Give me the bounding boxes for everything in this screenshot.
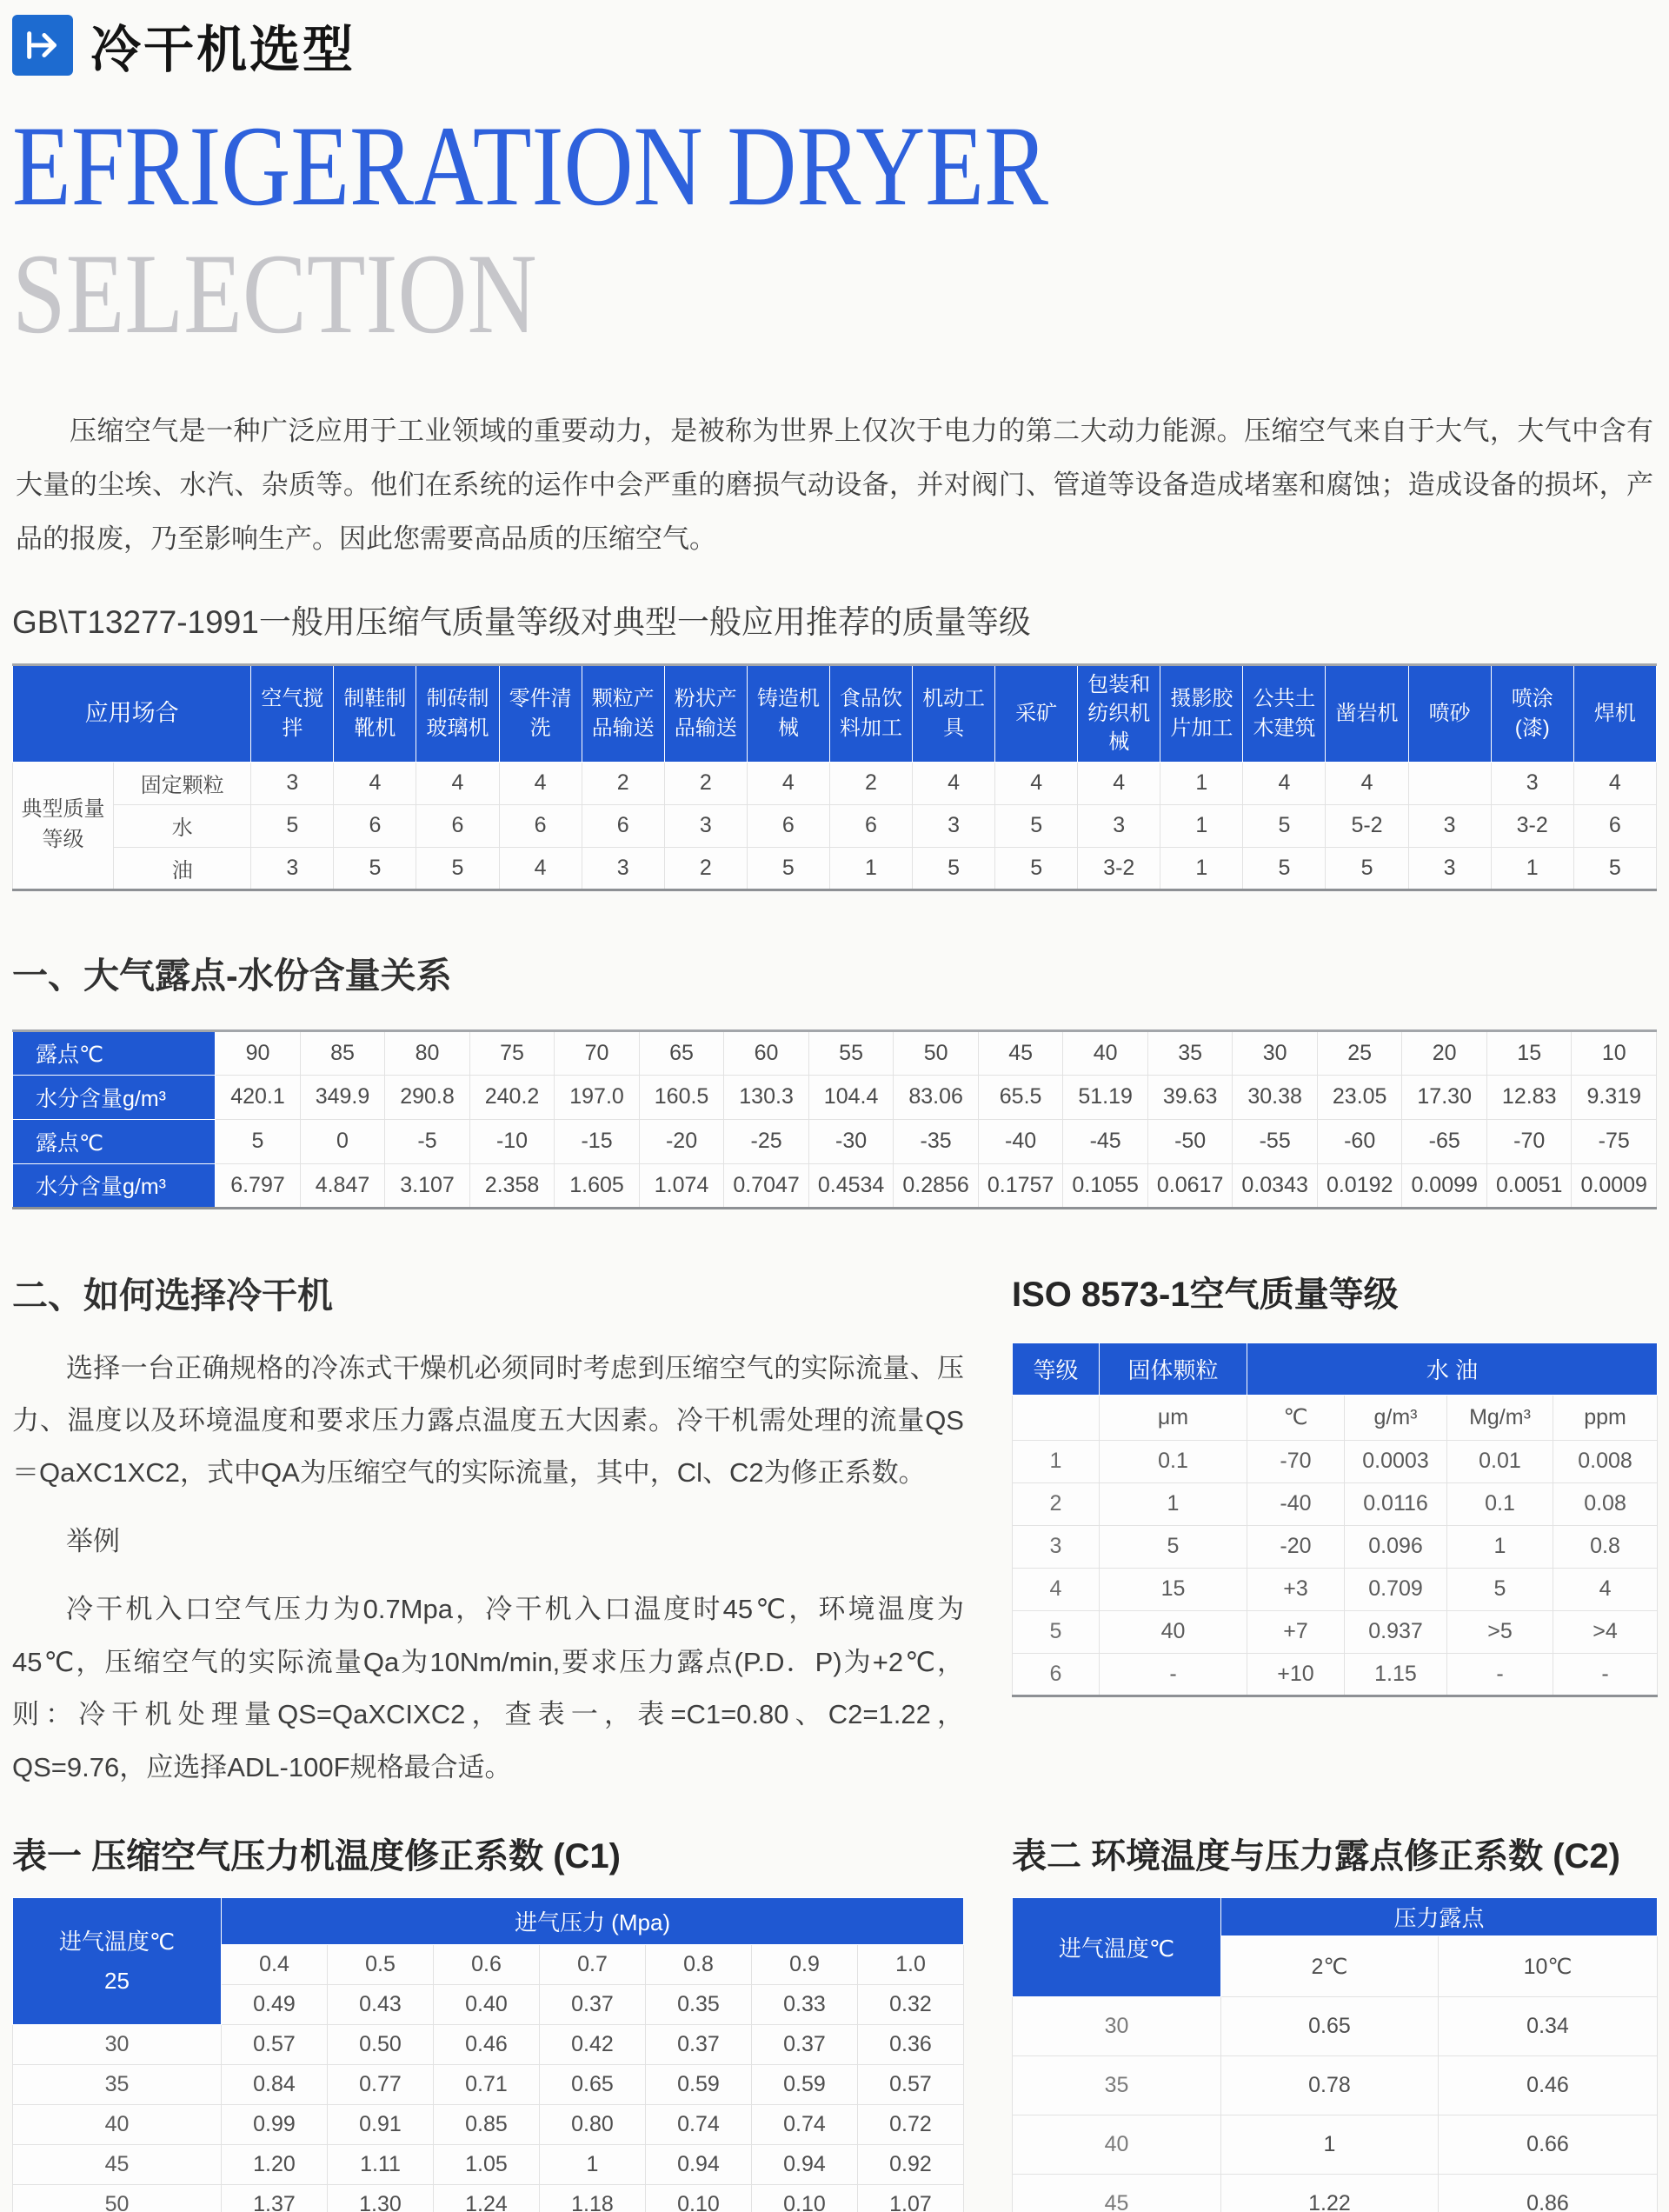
dew-value-cell: 45 [978, 1030, 1063, 1075]
c2-value-cell: 0.65 [1221, 1997, 1439, 2056]
c1-value-cell: 0.10 [752, 2185, 858, 2212]
gb-value-cell: 3 [664, 804, 747, 847]
c2-value-cell: 0.34 [1439, 1997, 1658, 2056]
dew-value-cell: 0.0617 [1147, 1163, 1233, 1208]
dew-section-heading: 一、大气露点-水份含量关系 [12, 955, 452, 996]
c1-value-cell: 0.59 [646, 2065, 752, 2105]
dew-value-cell: 65.5 [978, 1075, 1063, 1119]
selection-paragraph-1: 选择一台正确规格的冷冻式干燥机必须同时考虑到压缩空气的实际流量、压力、温度以及环境温度和要求压力露点温度五大因素。冷干机需处理的流量QS＝QaXC1XC2，式中QA为压缩空气的实际流量，其中，Cl、C2为修正系数。 [12, 1352, 964, 1489]
iso-unit-cell: μm [1100, 1395, 1247, 1440]
gb-value-cell: 5 [1573, 847, 1656, 889]
c1-value-cell: 0.80 [540, 2105, 646, 2145]
gb-value-cell: 1 [1160, 762, 1243, 804]
gb-header-cell: 制鞋制靴机 [334, 664, 416, 762]
correction-tables-section [12, 1829, 1657, 2212]
gb-header-cell: 包装和纺织机械 [1078, 664, 1160, 762]
gb-value-cell: 5 [995, 804, 1078, 847]
gb-value-cell: 2 [664, 847, 747, 889]
gb-value-cell: 4 [499, 847, 582, 889]
c1-value-cell: 0.42 [540, 2025, 646, 2065]
dew-value-cell: 20 [1402, 1030, 1487, 1075]
iso-value-cell: +10 [1247, 1653, 1345, 1696]
c1-row-header [13, 1898, 222, 2025]
c2-dewpoint-cell: 2℃ [1221, 1936, 1439, 1997]
dew-value-cell: -75 [1572, 1119, 1657, 1163]
gb-value-cell: 1 [829, 847, 912, 889]
dew-value-cell: 65 [639, 1030, 724, 1075]
gb-value-cell: 5 [1243, 847, 1326, 889]
c1-pressure-cell: 0.8 [646, 1945, 752, 1985]
dew-value-cell: -55 [1233, 1119, 1318, 1163]
c2-temp-label: 35 [1013, 2056, 1221, 2115]
dew-value-cell: 290.8 [385, 1075, 470, 1119]
gb-value-cell: 6 [829, 804, 912, 847]
c1-value-cell: 1.37 [222, 2185, 328, 2212]
gb-value-cell: 3 [1408, 847, 1491, 889]
dew-value-cell: 0.0051 [1486, 1163, 1572, 1208]
english-title-block [12, 102, 1657, 358]
dew-value-cell: 55 [808, 1030, 894, 1075]
dew-value-cell: 35 [1147, 1030, 1233, 1075]
c1-value-cell: 0.37 [646, 2025, 752, 2065]
iso-unit-cell: Mg/m³ [1447, 1395, 1553, 1440]
gb-value-cell: 6 [334, 804, 416, 847]
dew-value-cell: 50 [894, 1030, 979, 1075]
iso-value-cell: -20 [1247, 1525, 1345, 1568]
iso-value-cell: - [1100, 1653, 1247, 1696]
c1-pressure-cell: 0.6 [434, 1945, 540, 1985]
gb-header-cell: 采矿 [995, 664, 1078, 762]
gb-table-heading: GB\T13277-1991一般用压缩气质量等级对典型一般应用推荐的质量等级 [12, 603, 1031, 640]
gb-value-cell: 3 [582, 847, 664, 889]
c1-row-header-label: 进气温度℃ [58, 1928, 176, 1955]
dew-value-cell: 1.605 [555, 1163, 640, 1208]
iso-value-cell: >5 [1447, 1610, 1553, 1653]
c1-value-cell: 1.20 [222, 2145, 328, 2185]
c1-value-cell: 0.85 [434, 2105, 540, 2145]
c1-value-cell: 0.77 [328, 2065, 434, 2105]
iso-header-water-oil: 水 油 [1247, 1343, 1658, 1395]
selection-paragraph-example: 冷干机入口空气压力为0.7Mpa，冷干机入口温度时45℃，环境温度为45℃，压缩空气的实际流量Qa为10Nm/min,要求压力露点(P.D．P)为+2℃，则：冷干机处理量QS=QaXCIXC2，查表一，表=C1=0.80、C2=1.22，QS=9.76，应选择ADL-100F规格最合适。 [12, 1594, 964, 1782]
c1-pressure-cell: 0.7 [540, 1945, 646, 1985]
english-title-line1: EFRIGERATION DRYER [12, 102, 1049, 230]
c1-value-cell: 0.46 [434, 2025, 540, 2065]
c2-row-header: 进气温度℃ [1013, 1898, 1221, 1997]
c1-value-cell: 0.94 [646, 2145, 752, 2185]
gb-value-cell: 3 [913, 804, 995, 847]
dew-point-table [12, 1029, 1657, 1209]
english-title-line2: SELECTION [12, 230, 537, 358]
dew-value-cell: 1.074 [639, 1163, 724, 1208]
gb-row-label: 水 [114, 804, 251, 847]
c1-value-cell: 0.94 [752, 2145, 858, 2185]
dew-value-cell: 0.4534 [808, 1163, 894, 1208]
dew-value-cell: 0 [300, 1119, 385, 1163]
c1-temp-label: 30 [13, 2025, 222, 2065]
iso-column [1012, 1267, 1658, 1697]
gb-value-cell: 6 [416, 804, 499, 847]
dew-row-label: 水分含量g/m³ [13, 1163, 216, 1208]
c1-pressure-cell: 0.5 [328, 1945, 434, 1985]
iso-value-cell: 0.01 [1447, 1440, 1553, 1482]
dew-value-cell: 12.83 [1486, 1075, 1572, 1119]
dew-value-cell: 420.1 [216, 1075, 301, 1119]
gb-value-cell: 3 [251, 762, 334, 804]
gb-value-cell: 6 [1573, 804, 1656, 847]
iso-value-cell: - [1447, 1653, 1553, 1696]
gb-value-cell: 1 [1160, 804, 1243, 847]
dew-value-cell: 349.9 [300, 1075, 385, 1119]
iso-unit-empty [1013, 1395, 1100, 1440]
gb-header-cell: 颗粒产品输送 [582, 664, 664, 762]
gb-header-cell: 焊机 [1573, 664, 1656, 762]
dew-value-cell: 60 [724, 1030, 809, 1075]
dew-value-cell: 3.107 [385, 1163, 470, 1208]
gb-header-cell: 机动工具 [913, 664, 995, 762]
c1-value-cell: 1 [540, 2145, 646, 2185]
c1-value-cell: 1.18 [540, 2185, 646, 2212]
gb-header-cell: 喷涂(漆) [1491, 664, 1573, 762]
dew-row-label: 露点℃ [13, 1119, 216, 1163]
dew-value-cell: 51.19 [1063, 1075, 1148, 1119]
dew-value-cell: -30 [808, 1119, 894, 1163]
dew-value-cell: 0.7047 [724, 1163, 809, 1208]
iso-value-cell: - [1553, 1653, 1658, 1696]
dew-value-cell: 2.358 [469, 1163, 555, 1208]
iso-value-cell: >4 [1553, 1610, 1658, 1653]
gb-value-cell: 4 [1243, 762, 1326, 804]
iso-value-cell: 6 [1013, 1653, 1100, 1696]
c2-dewpoint-cell: 10℃ [1439, 1936, 1658, 1997]
dew-value-cell: 0.1757 [978, 1163, 1063, 1208]
dew-value-cell: -20 [639, 1119, 724, 1163]
c1-pressure-cell: 0.9 [752, 1945, 858, 1985]
iso-header-grade: 等级 [1013, 1343, 1100, 1395]
gb-value-cell: 4 [1078, 762, 1160, 804]
selection-paragraph-example-label: 举例 [66, 1525, 120, 1556]
c1-value-cell: 0.71 [434, 2065, 540, 2105]
dew-value-cell: 4.847 [300, 1163, 385, 1208]
gb-header-cell: 粉状产品输送 [664, 664, 747, 762]
iso-value-cell: 0.1 [1100, 1440, 1247, 1482]
gb-value-cell: 3 [251, 847, 334, 889]
dew-value-cell: 83.06 [894, 1075, 979, 1119]
gb-value-cell: 1 [1491, 847, 1573, 889]
dew-value-cell: 130.3 [724, 1075, 809, 1119]
c2-correction-table [1012, 1897, 1658, 2212]
selection-and-iso-section [12, 1267, 1657, 1795]
dew-value-cell: -65 [1402, 1119, 1487, 1163]
dew-value-cell: 9.319 [1572, 1075, 1657, 1119]
c2-value-cell: 0.86 [1439, 2175, 1658, 2212]
dew-value-cell: -60 [1317, 1119, 1402, 1163]
c1-value-cell: 0.59 [752, 2065, 858, 2105]
dew-value-cell: -70 [1486, 1119, 1572, 1163]
iso-value-cell: 2 [1013, 1482, 1100, 1525]
arrow-icon [12, 15, 73, 76]
c1-correction-table [12, 1897, 964, 2212]
iso-air-quality-table [1012, 1343, 1658, 1697]
gb-header-cell: 公共土木建筑 [1243, 664, 1326, 762]
iso-value-cell: 1.15 [1345, 1653, 1447, 1696]
dew-row-label: 水分含量g/m³ [13, 1075, 216, 1119]
gb-value-cell: 1 [1160, 847, 1243, 889]
gb-value-cell: 2 [582, 762, 664, 804]
c2-column [1012, 1829, 1658, 2212]
c2-value-cell: 1 [1221, 2115, 1439, 2175]
gb-header-cell: 零件清洗 [499, 664, 582, 762]
dew-value-cell: 25 [1317, 1030, 1402, 1075]
dew-value-cell: 104.4 [808, 1075, 894, 1119]
c1-column [12, 1829, 964, 2212]
gb-header-cell: 凿岩机 [1326, 664, 1408, 762]
gb-value-cell: 5 [1243, 804, 1326, 847]
c1-value-cell: 0.37 [540, 1985, 646, 2025]
dew-value-cell: 0.0343 [1233, 1163, 1318, 1208]
gb-value-cell: 4 [747, 762, 829, 804]
iso-value-cell: 0.937 [1345, 1610, 1447, 1653]
iso-value-cell: 15 [1100, 1568, 1247, 1610]
dew-value-cell: 0.0192 [1317, 1163, 1402, 1208]
dew-value-cell: -40 [978, 1119, 1063, 1163]
c1-value-cell: 0.35 [646, 1985, 752, 2025]
dew-value-cell: -50 [1147, 1119, 1233, 1163]
c2-value-cell: 0.78 [1221, 2056, 1439, 2115]
dew-value-cell: 0.2856 [894, 1163, 979, 1208]
dew-value-cell: -10 [469, 1119, 555, 1163]
iso-value-cell: 3 [1013, 1525, 1100, 1568]
dew-value-cell: 23.05 [1317, 1075, 1402, 1119]
c1-value-cell: 0.43 [328, 1985, 434, 2025]
iso-unit-cell: ℃ [1247, 1395, 1345, 1440]
dew-value-cell: 160.5 [639, 1075, 724, 1119]
iso-value-cell: 1 [1100, 1482, 1247, 1525]
gb-row-label: 固定颗粒 [114, 762, 251, 804]
c1-first-temp-label: 25 [104, 1967, 130, 1994]
gb-value-cell: 3-2 [1491, 804, 1573, 847]
iso-value-cell: 1 [1447, 1525, 1553, 1568]
iso-header-solid: 固体颗粒 [1100, 1343, 1247, 1395]
c2-temp-label: 45 [1013, 2175, 1221, 2212]
iso-value-cell: -40 [1247, 1482, 1345, 1525]
c2-temp-label: 40 [1013, 2115, 1221, 2175]
c1-pressure-cell: 1.0 [858, 1945, 964, 1985]
gb-value-cell: 5 [251, 804, 334, 847]
gb-value-cell: 4 [913, 762, 995, 804]
dew-value-cell: 0.1055 [1063, 1163, 1148, 1208]
iso-value-cell: 5 [1013, 1610, 1100, 1653]
iso-value-cell: 0.096 [1345, 1525, 1447, 1568]
iso-value-cell: 0.08 [1553, 1482, 1658, 1525]
c1-value-cell: 0.99 [222, 2105, 328, 2145]
iso-unit-cell: g/m³ [1345, 1395, 1447, 1440]
gb-value-cell: 4 [1326, 762, 1408, 804]
gb-value-cell: 6 [747, 804, 829, 847]
c1-temp-label: 35 [13, 2065, 222, 2105]
dew-value-cell: 0.0009 [1572, 1163, 1657, 1208]
gb-quality-table [12, 663, 1657, 891]
c1-value-cell: 1.05 [434, 2145, 540, 2185]
iso-value-cell: 0.0116 [1345, 1482, 1447, 1525]
gb-value-cell: 3 [1078, 804, 1160, 847]
c1-value-cell: 1.11 [328, 2145, 434, 2185]
gb-header-cell: 摄影胶片加工 [1160, 664, 1243, 762]
iso-value-cell: 1 [1013, 1440, 1100, 1482]
gb-value-cell: 3 [1491, 762, 1573, 804]
gb-value-cell: 5 [334, 847, 416, 889]
c2-value-cell: 0.66 [1439, 2115, 1658, 2175]
c1-value-cell: 0.74 [646, 2105, 752, 2145]
dew-value-cell: 39.63 [1147, 1075, 1233, 1119]
c2-table-heading: 表二 环境温度与压力露点修正系数 (C2) [1012, 1837, 1620, 1876]
c1-value-cell: 1.30 [328, 2185, 434, 2212]
c1-pressure-header: 进气压力 (Mpa) [222, 1898, 964, 1945]
gb-value-cell: 5 [1326, 847, 1408, 889]
c1-value-cell: 0.36 [858, 2025, 964, 2065]
iso-value-cell: -70 [1247, 1440, 1345, 1482]
c1-value-cell: 0.32 [858, 1985, 964, 2025]
dew-row-label: 露点℃ [13, 1030, 216, 1075]
gb-value-cell: 6 [582, 804, 664, 847]
c1-value-cell: 0.50 [328, 2025, 434, 2065]
dew-value-cell: 240.2 [469, 1075, 555, 1119]
gb-value-cell: 5 [747, 847, 829, 889]
dew-value-cell: 30 [1233, 1030, 1318, 1075]
gb-value-cell [1408, 762, 1491, 804]
selection-heading: 二、如何选择冷干机 [12, 1275, 333, 1316]
gb-header-application: 应用场合 [13, 664, 251, 762]
c1-value-cell: 0.40 [434, 1985, 540, 2025]
iso-unit-cell: ppm [1553, 1395, 1658, 1440]
dew-value-cell: 197.0 [555, 1075, 640, 1119]
dew-value-cell: -25 [724, 1119, 809, 1163]
iso-value-cell: 0.1 [1447, 1482, 1553, 1525]
gb-value-cell: 4 [499, 762, 582, 804]
c1-value-cell: 0.57 [222, 2025, 328, 2065]
gb-value-cell: 3 [1408, 804, 1491, 847]
gb-value-cell: 3-2 [1078, 847, 1160, 889]
dew-value-cell: -5 [385, 1119, 470, 1163]
iso-value-cell: 0.008 [1553, 1440, 1658, 1482]
dew-value-cell: 30.38 [1233, 1075, 1318, 1119]
c2-dewpoint-header: 压力露点 [1221, 1898, 1658, 1936]
c1-value-cell: 0.10 [646, 2185, 752, 2212]
gb-value-cell: 4 [1573, 762, 1656, 804]
iso-value-cell: 0.0003 [1345, 1440, 1447, 1482]
iso-table-heading: ISO 8573-1空气质量等级 [1012, 1275, 1399, 1314]
c1-table-heading: 表一 压缩空气压力机温度修正系数 (C1) [12, 1837, 621, 1876]
dew-value-cell: -35 [894, 1119, 979, 1163]
dew-value-cell: 80 [385, 1030, 470, 1075]
dew-value-cell: 17.30 [1402, 1075, 1487, 1119]
gb-value-cell: 4 [995, 762, 1078, 804]
iso-value-cell: 0.8 [1553, 1525, 1658, 1568]
intro-paragraph: 压缩空气是一种广泛应用于工业领域的重要动力，是被称为世界上仅次于电力的第二大动力能源。压缩空气来自于大气，大气中含有大量的尘埃、水汽、杂质等。他们在系统的运作中会严重的磨损气动设备，并对阀门、管道等设备造成堵塞和腐蚀；造成设备的损坏，产品的报废，乃至影响生产。因此您需要高品质的压缩空气。 [16, 415, 1653, 554]
iso-value-cell: +3 [1247, 1568, 1345, 1610]
gb-value-cell: 5-2 [1326, 804, 1408, 847]
dew-value-cell: 85 [300, 1030, 385, 1075]
gb-value-cell: 5 [913, 847, 995, 889]
dew-value-cell: 0.0099 [1402, 1163, 1487, 1208]
gb-row-group-label: 典型质量等级 [13, 762, 114, 889]
c1-value-cell: 1.07 [858, 2185, 964, 2212]
gb-value-cell: 6 [499, 804, 582, 847]
dew-value-cell: 40 [1063, 1030, 1148, 1075]
dew-value-cell: 10 [1572, 1030, 1657, 1075]
c2-value-cell: 1.22 [1221, 2175, 1439, 2212]
iso-value-cell: 0.709 [1345, 1568, 1447, 1610]
dew-value-cell: -15 [555, 1119, 640, 1163]
gb-header-cell: 喷砂 [1408, 664, 1491, 762]
gb-value-cell: 2 [829, 762, 912, 804]
iso-value-cell: 4 [1553, 1568, 1658, 1610]
c1-value-cell: 0.91 [328, 2105, 434, 2145]
page-header [12, 9, 1657, 82]
dew-value-cell: 6.797 [216, 1163, 301, 1208]
selection-text-column [12, 1267, 964, 1795]
dew-value-cell: 5 [216, 1119, 301, 1163]
c1-temp-label: 45 [13, 2145, 222, 2185]
gb-header-cell: 制砖制玻璃机 [416, 664, 499, 762]
gb-header-cell: 空气搅拌 [251, 664, 334, 762]
iso-value-cell: 4 [1013, 1568, 1100, 1610]
dew-value-cell: 90 [216, 1030, 301, 1075]
c1-value-cell: 0.33 [752, 1985, 858, 2025]
c2-value-cell: 0.46 [1439, 2056, 1658, 2115]
gb-value-cell: 2 [664, 762, 747, 804]
c1-temp-label: 40 [13, 2105, 222, 2145]
c1-value-cell: 0.65 [540, 2065, 646, 2105]
gb-value-cell: 5 [416, 847, 499, 889]
iso-value-cell: 5 [1100, 1525, 1247, 1568]
c1-value-cell: 0.72 [858, 2105, 964, 2145]
c1-value-cell: 1.24 [434, 2185, 540, 2212]
iso-value-cell: 40 [1100, 1610, 1247, 1653]
gb-header-cell: 食品饮料加工 [829, 664, 912, 762]
dew-value-cell: 75 [469, 1030, 555, 1075]
c1-value-cell: 0.92 [858, 2145, 964, 2185]
dew-value-cell: 70 [555, 1030, 640, 1075]
c1-value-cell: 0.37 [752, 2025, 858, 2065]
c2-temp-label: 30 [1013, 1997, 1221, 2056]
page-title: 冷干机选型 [90, 22, 356, 78]
c1-pressure-cell: 0.4 [222, 1945, 328, 1985]
dew-value-cell: -45 [1063, 1119, 1148, 1163]
c1-value-cell: 0.74 [752, 2105, 858, 2145]
gb-value-cell: 5 [995, 847, 1078, 889]
iso-value-cell: 5 [1447, 1568, 1553, 1610]
gb-value-cell: 4 [334, 762, 416, 804]
iso-value-cell: +7 [1247, 1610, 1345, 1653]
c1-value-cell: 0.49 [222, 1985, 328, 2025]
c1-temp-label: 50 [13, 2185, 222, 2212]
gb-row-label: 油 [114, 847, 251, 889]
dew-value-cell: 15 [1486, 1030, 1572, 1075]
gb-value-cell: 4 [416, 762, 499, 804]
c1-value-cell: 0.57 [858, 2065, 964, 2105]
c1-value-cell: 0.84 [222, 2065, 328, 2105]
gb-header-cell: 铸造机械 [747, 664, 829, 762]
